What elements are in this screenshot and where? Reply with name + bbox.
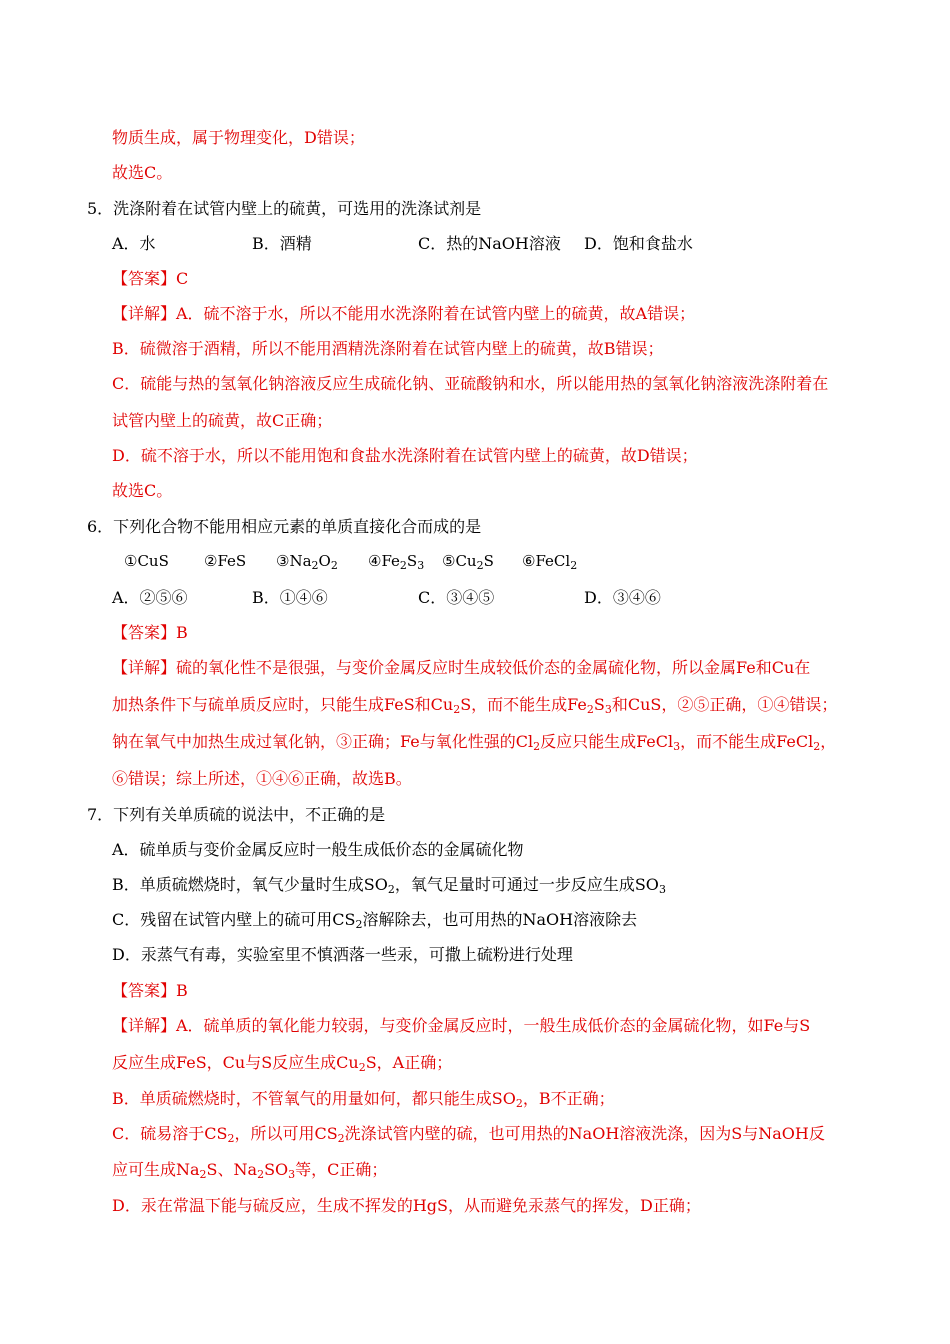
text-line: 物质生成，属于物理变化，D错误； xyxy=(112,128,365,147)
subscript: 3 xyxy=(288,1168,296,1181)
text-part: S、Na xyxy=(206,1160,258,1179)
q7-detail-line xyxy=(112,1124,825,1149)
question-7: 7．下列有关单质硫的说法中，不正确的是 xyxy=(87,805,386,824)
q5-detail-line: 试管内壁上的硫黄，故C正确； xyxy=(112,411,333,430)
q6-detail-line: 【详解】硫的氧化性不是很强，与变价金属反应时生成较低价态的金属硫化物，所以金属Fe和Cu在 xyxy=(112,658,811,677)
subscript: 2 xyxy=(515,1097,523,1110)
q5-option-c: C．热的NaOH溶液 xyxy=(418,234,561,253)
text-line: 故选C。 xyxy=(112,163,173,182)
text-part: 洗涤试管内壁的硫，也可用热的NaOH溶液洗涤，因为S与NaOH反 xyxy=(344,1124,825,1143)
text-part: 钠在氧气中加热生成过氧化钠，③正确；Fe与氧化性强的Cl xyxy=(112,732,534,751)
subscript: 2 xyxy=(453,703,461,716)
subscript: 2 xyxy=(813,740,821,753)
formula-part: S xyxy=(406,552,418,570)
formula-part: ⑤Cu xyxy=(442,552,477,570)
formula-part: ④Fe xyxy=(368,552,400,570)
q6-compound-4 xyxy=(368,551,424,576)
text-part: 反应生成FeS，Cu与S反应生成Cu xyxy=(112,1053,359,1072)
formula-part: O xyxy=(318,552,331,570)
text-part: 应可生成Na xyxy=(112,1160,200,1179)
formula-part: ⑥FeCl xyxy=(522,552,571,570)
q7-detail-line xyxy=(112,1053,452,1078)
q7-option-a: A．硫单质与变价金属反应时一般生成低价态的金属硫化物 xyxy=(112,840,524,859)
text-part: 和CuS，②⑤正确，①④错误； xyxy=(611,695,838,714)
text-part: ，B不正确； xyxy=(522,1089,615,1108)
q6-option-d: D．③④⑥ xyxy=(584,588,661,607)
text-part: 溶解除去，也可用热的NaOH溶液除去 xyxy=(362,910,638,929)
q5-detail-line: 故选C。 xyxy=(112,481,173,500)
q7-answer: 【答案】B xyxy=(112,981,188,1000)
subscript: 2 xyxy=(199,1168,207,1181)
text-part: ，而不能生成FeCl xyxy=(680,732,814,751)
text-part: ， xyxy=(820,732,837,751)
subscript: 2 xyxy=(570,559,578,572)
q7-detail-line xyxy=(112,1089,615,1114)
q6-compound-6 xyxy=(522,551,577,576)
text-part: S，而不能生成Fe xyxy=(460,695,587,714)
q7-detail-line xyxy=(112,1160,387,1185)
q5-answer: 【答案】C xyxy=(112,269,189,288)
subscript: 2 xyxy=(330,559,338,572)
q6-compound-2: ②FeS xyxy=(204,552,247,570)
text-part: 等，C正确； xyxy=(295,1160,388,1179)
q7-detail-line: 【详解】A．硫单质的氧化能力较弱，与变价金属反应时，一般生成低价态的金属硫化物，如Fe与S xyxy=(112,1016,811,1035)
q5-detail-line: 【详解】A．硫不溶于水，所以不能用水洗涤附着在试管内壁上的硫黄，故A错误； xyxy=(112,304,696,323)
subscript: 2 xyxy=(476,559,484,572)
q6-option-b: B．①④⑥ xyxy=(252,588,328,607)
subscript: 2 xyxy=(257,1168,265,1181)
text-part: 加热条件下与硫单质反应时，只能生成FeS和Cu xyxy=(112,695,454,714)
text-part: ，所以可用CS xyxy=(234,1124,338,1143)
q6-detail-line xyxy=(112,695,837,720)
q6-detail-line: ⑥错误；综上所述，①④⑥正确，故选B。 xyxy=(112,769,412,788)
subscript: 2 xyxy=(355,918,363,931)
subscript: 3 xyxy=(604,703,612,716)
text-part: C．硫易溶于CS xyxy=(112,1124,228,1143)
q7-option-d: D．汞蒸气有毒，实验室里不慎洒落一些汞，可撒上硫粉进行处理 xyxy=(112,945,573,964)
subscript: 2 xyxy=(387,883,395,896)
q5-detail-line: D．硫不溶于水，所以不能用饱和食盐水洗涤附着在试管内壁上的硫黄，故D错误； xyxy=(112,446,698,465)
subscript: 2 xyxy=(586,703,594,716)
q5-detail-line: C．硫能与热的氢氧化钠溶液反应生成硫化钠、亚硫酸钠和水，所以能用热的氢氧化钠溶液洗涤附着在 xyxy=(112,374,829,393)
q5-option-a: A．水 xyxy=(112,234,156,253)
subscript: 2 xyxy=(311,559,319,572)
text-part: ，氧气足量时可通过一步反应生成SO xyxy=(394,875,659,894)
text-part: SO xyxy=(264,1160,289,1179)
text-part: S，A正确； xyxy=(365,1053,453,1072)
q6-option-a: A．②⑤⑥ xyxy=(112,588,188,607)
formula-part: S xyxy=(483,552,494,570)
subscript: 3 xyxy=(673,740,681,753)
text-part: C．残留在试管内壁上的硫可用CS xyxy=(112,910,356,929)
subscript: 2 xyxy=(358,1061,366,1074)
q6-compound-1: ①CuS xyxy=(124,552,169,570)
q5-option-d: D．饱和食盐水 xyxy=(584,234,693,253)
text-part: B．单质硫燃烧时，氧气少量时生成SO xyxy=(112,875,388,894)
q5-option-b: B．酒精 xyxy=(252,234,312,253)
subscript: 2 xyxy=(399,559,407,572)
q6-option-c: C．③④⑤ xyxy=(418,588,495,607)
subscript: 2 xyxy=(337,1132,345,1145)
subscript: 2 xyxy=(227,1132,235,1145)
text-part: B．单质硫燃烧时，不管氧气的用量如何，都只能生成SO xyxy=(112,1089,516,1108)
q5-detail-line: B．硫微溶于酒精，所以不能用酒精洗涤附着在试管内壁上的硫黄，故B错误； xyxy=(112,339,664,358)
q6-detail-line xyxy=(112,732,836,757)
q6-compound-3 xyxy=(276,551,338,576)
q6-answer: 【答案】B xyxy=(112,623,188,642)
subscript: 3 xyxy=(417,559,425,572)
formula-part: ③Na xyxy=(276,552,312,570)
subscript: 2 xyxy=(533,740,541,753)
question-6: 6．下列化合物不能用相应元素的单质直接化合而成的是 xyxy=(87,517,482,536)
text-part: S xyxy=(593,695,605,714)
text-part: 反应只能生成FeCl xyxy=(540,732,674,751)
q7-option-c xyxy=(112,910,637,935)
q7-option-b xyxy=(112,875,666,900)
q6-compound-5 xyxy=(442,551,494,576)
q7-detail-line: D．汞在常温下能与硫反应，生成不挥发的HgS，从而避免汞蒸气的挥发，D正确； xyxy=(112,1196,701,1215)
subscript: 3 xyxy=(658,883,666,896)
question-5: 5．洗涤附着在试管内壁上的硫黄，可选用的洗涤试剂是 xyxy=(87,199,482,218)
